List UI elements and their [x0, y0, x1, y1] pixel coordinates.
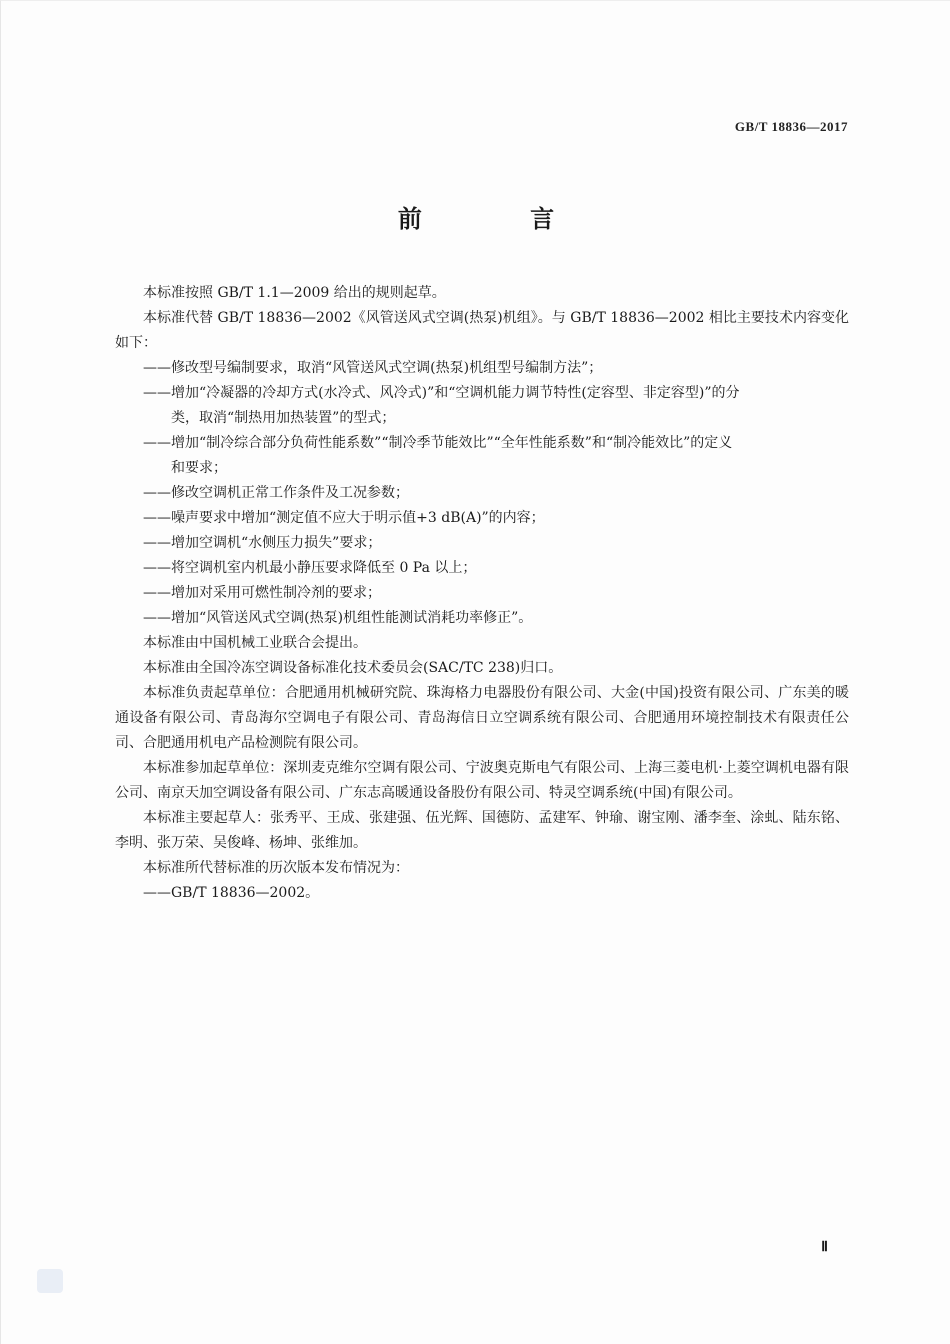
change-item: ——噪声要求中增加“测定值不应大于明示值+3 dB(A)”的内容； — [143, 510, 545, 526]
paragraph-drafting-units: 本标准负责起草单位：合肥通用机械研究院、珠海格力电器股份有限公司、大金(中国)投资有限公司、广东美的暖通设备有限公司、青岛海尔空调电子有限公司、青岛海信日立空调系统有限公司、合肥通用环境控制技术有限责任公司、合肥通用机电产品检测院有限公司。 — [115, 685, 849, 751]
paragraph-replacement: 本标准代替 GB/T 18836—2002《风管送风式空调(热泵)机组》。与 GB/T 18836—2002 相比主要技术内容变化如下： — [115, 310, 849, 351]
foreword-body — [115, 281, 849, 906]
change-item: ——将空调机室内机最小静压要求降低至 0 Pa 以上； — [143, 560, 477, 576]
change-item: ——增加“风管送风式空调(热泵)机组性能测试消耗功率修正”。 — [143, 610, 533, 626]
change-item: ——修改型号编制要求，取消“风管送风式空调(热泵)机组型号编制方法”； — [143, 360, 603, 376]
change-item: ——修改空调机正常工作条件及工况参数； — [143, 485, 409, 501]
change-item: ——增加“冷凝器的冷却方式(水冷式、风冷式)”和“空调机能力调节特性(定容型、非定容型)”的分 — [143, 385, 740, 401]
change-item: ——增加空调机“水侧压力损失”要求； — [143, 535, 382, 551]
paragraph-participating-units: 本标准参加起草单位：深圳麦克维尔空调有限公司、宁波奥克斯电气有限公司、上海三菱电机·上菱空调机电器有限公司、南京天加空调设备有限公司、广东志高暖通设备股份有限公司、特灵空调系统(中国)有限公司。 — [115, 760, 849, 801]
change-item: ——增加对采用可燃性制冷剂的要求； — [143, 585, 381, 601]
standard-code: GB/T 18836—2017 — [734, 119, 848, 134]
paragraph-committee: 本标准由全国冷冻空调设备标准化技术委员会(SAC/TC 238)归口。 — [143, 660, 563, 676]
paragraph-history: 本标准所代替标准的历次版本发布情况为： — [143, 860, 409, 876]
change-item: ——增加“制冷综合部分负荷性能系数”“制冷季节能效比”“全年性能系数”和“制冷能效比”的定义 — [143, 435, 733, 451]
page-number: Ⅱ — [821, 1240, 828, 1255]
paragraph-drafting-rules: 本标准按照 GB/T 1.1—2009 给出的规则起草。 — [143, 285, 446, 301]
scanner-corner-icon — [37, 1269, 63, 1293]
paragraph-proposer: 本标准由中国机械工业联合会提出。 — [143, 635, 367, 651]
page-title: 前 言 — [397, 205, 605, 233]
change-item-continued: 类，取消“制热用加热装置”的型式； — [171, 410, 396, 426]
paragraph-drafters: 本标准主要起草人：张秀平、王成、张建强、伍光辉、国德防、孟建军、钟瑜、谢宝刚、潘李奎、涂虬、陆东铭、李明、张万荣、吴俊峰、杨坤、张维加。 — [115, 810, 849, 851]
change-item-continued: 和要求； — [171, 460, 227, 476]
history-item: ——GB/T 18836—2002。 — [143, 885, 320, 901]
